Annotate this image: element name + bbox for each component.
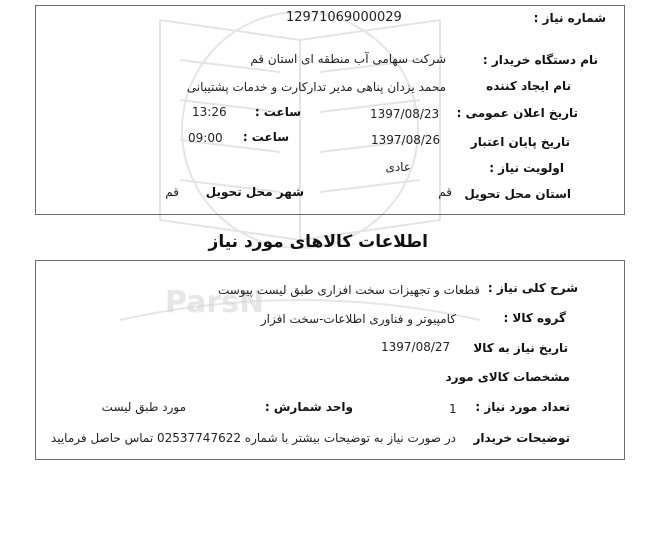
section-title: اطلاعات کالاهای مورد نیاز <box>208 232 428 252</box>
need-number-value: 12971069000029 <box>286 10 402 25</box>
province-value: قم <box>438 185 452 199</box>
unit-value: مورد طبق لیست <box>101 400 186 414</box>
deadline-time-value: 09:00 <box>188 131 223 145</box>
summary-label: شرح کلی نیاز : <box>487 281 578 295</box>
deadline-date-value: 1397/08/26 <box>371 133 441 147</box>
quantity-label: تعداد مورد نیاز : <box>475 400 570 414</box>
need-number-label: شماره نیاز : <box>533 11 606 25</box>
summary-value: قطعات و تجهیزات سخت افزاری طبق لیست پیوست <box>217 283 480 297</box>
deadline-time-label: ساعت : <box>242 130 289 144</box>
province-label: استان محل تحویل <box>464 187 571 201</box>
creator-label: نام ایجاد کننده <box>486 79 571 93</box>
quantity-value: 1 <box>449 402 457 416</box>
need-date-label: تاریخ نیاز به کالا <box>473 341 568 355</box>
buyer-notes-value: در صورت نیاز به توضیحات بیشتر با شماره 02537747622 تماس حاصل فرمایید <box>50 431 456 445</box>
deadline-label: تاریخ پایان اعتبار <box>470 135 570 149</box>
buyer-org-label: نام دستگاه خریدار : <box>482 53 598 67</box>
group-label: گروه کالا : <box>503 311 566 325</box>
priority-value: عادی <box>385 160 411 174</box>
announce-time-value: 13:26 <box>192 105 227 119</box>
announce-time-label: ساعت : <box>254 105 301 119</box>
buyer-notes-label: توضیحات خریدار <box>473 431 570 445</box>
group-value: کامپیوتر و فناوری اطلاعات-سخت افزار <box>260 312 456 326</box>
watermark-logo-text: ParsN <box>165 285 265 320</box>
city-value: قم <box>165 185 179 199</box>
announce-date-value: 1397/08/23 <box>370 107 440 121</box>
creator-value: محمد یزدان پناهی مدیر تدارکارت و خدمات پشتیبانی <box>186 80 446 94</box>
need-date-value: 1397/08/27 <box>381 340 451 354</box>
announce-date-label: تاریخ اعلان عمومی : <box>456 106 578 120</box>
unit-label: واحد شمارش : <box>264 400 353 414</box>
city-label: شهر محل تحویل <box>205 185 304 199</box>
buyer-org-value: شرکت سهامی آب منطقه ای استان قم <box>250 52 446 66</box>
priority-label: اولویت نیاز : <box>489 161 564 175</box>
specs-label: مشخصات کالای مورد <box>445 370 570 384</box>
